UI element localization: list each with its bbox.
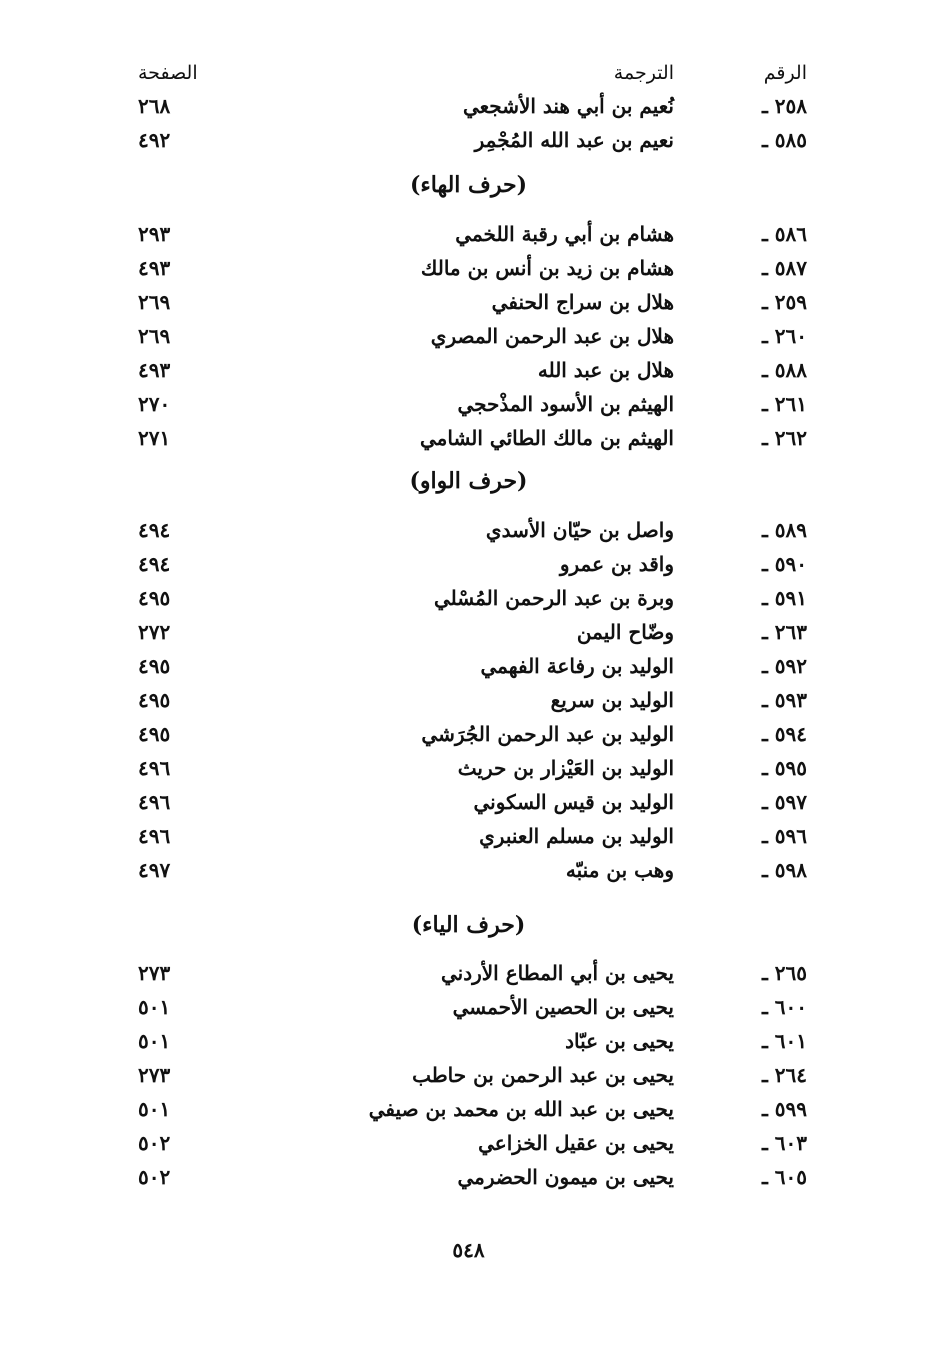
entry-name: يحيى بن عبد الله بن محمد بن صيفي xyxy=(368,1097,674,1121)
entry-number: ٢٦١ ـ xyxy=(761,392,807,416)
entry-page: ٢٩٣ xyxy=(138,222,171,246)
entry-page: ٥٠١ xyxy=(138,1097,171,1121)
entry-page: ٥٠١ xyxy=(138,1029,171,1053)
page-number: ٥٤٨ xyxy=(452,1238,485,1262)
entry-page: ٥٠١ xyxy=(138,995,171,1019)
entry-name: الهيثم بن الأسود المذْحجي xyxy=(457,392,674,416)
entry-name: الوليد بن قيس السكوني xyxy=(473,790,674,814)
entry-page: ٤٩٣ xyxy=(138,256,171,280)
entry-name: يحيى بن عقيل الخزاعي xyxy=(478,1131,674,1155)
entry-page: ٢٧٣ xyxy=(138,1063,171,1087)
entry-number: ٥٩٠ ـ xyxy=(761,552,807,576)
entry-name: هلال بن سراج الحنفي xyxy=(491,290,674,314)
entry-page: ٤٩٥ xyxy=(138,688,171,712)
header-translation: الترجمة xyxy=(613,62,674,84)
header-page: الصفحة xyxy=(138,62,198,84)
entry-name: واصل بن حيّان الأسدي xyxy=(485,518,674,542)
section-title: (حرف الواو) xyxy=(409,468,528,494)
entry-name: يحيى بن ميمون الحضرمي xyxy=(457,1165,674,1189)
entry-page: ٢٧٣ xyxy=(138,961,171,985)
entry-number: ٢٦٥ ـ xyxy=(761,961,807,985)
entry-number: ٢٦٣ ـ xyxy=(761,620,807,644)
entry-page: ٤٩٥ xyxy=(138,722,171,746)
entry-number: ٢٦٤ ـ xyxy=(761,1063,807,1087)
entry-page: ٤٩٦ xyxy=(138,824,171,848)
entry-number: ٥٨٧ ـ xyxy=(761,256,807,280)
entry-name: هلال بن عبد الرحمن المصري xyxy=(430,324,674,348)
entry-number: ٢٥٨ ـ xyxy=(761,94,807,118)
entry-number: ٥٨٩ ـ xyxy=(761,518,807,542)
entry-page: ٤٩٥ xyxy=(138,654,171,678)
entry-number: ٦٠٥ ـ xyxy=(761,1165,807,1189)
entry-number: ٥٩١ ـ xyxy=(761,586,807,610)
entry-number: ٢٦٠ ـ xyxy=(761,324,807,348)
entry-name: الوليد بن العَيْزار بن حريث xyxy=(457,756,674,780)
entry-name: هشام بن أبي رقبة اللخمي xyxy=(455,222,674,246)
entry-name: الوليد بن سريع xyxy=(550,688,674,712)
entry-number: ٦٠٠ ـ xyxy=(761,995,807,1019)
entry-number: ٢٥٩ ـ xyxy=(761,290,807,314)
entry-number: ٥٨٥ ـ xyxy=(761,128,807,152)
entry-number: ٥٩٧ ـ xyxy=(761,790,807,814)
entry-name: الوليد بن مسلم العنبري xyxy=(479,824,674,848)
entry-page: ٤٩٣ xyxy=(138,358,171,382)
entry-number: ٥٩٣ ـ xyxy=(761,688,807,712)
entry-number: ٥٩٢ ـ xyxy=(761,654,807,678)
entry-number: ٥٩٨ ـ xyxy=(761,858,807,882)
entry-name: الهيثم بن مالك الطائي الشامي xyxy=(419,426,674,450)
entry-number: ٢٦٢ ـ xyxy=(761,426,807,450)
entry-page: ٥٠٢ xyxy=(138,1131,171,1155)
entry-page: ٢٧٢ xyxy=(138,620,171,644)
entry-name: يحيى بن عبّاد xyxy=(565,1029,674,1053)
entry-page: ٢٦٨ xyxy=(138,94,171,118)
entry-page: ٢٧١ xyxy=(138,426,171,450)
entry-number: ٦٠٣ ـ xyxy=(761,1131,807,1155)
entry-page: ٤٩٦ xyxy=(138,790,171,814)
entry-number: ٥٨٨ ـ xyxy=(761,358,807,382)
entry-page: ٥٠٢ xyxy=(138,1165,171,1189)
entry-page: ٤٩٧ xyxy=(138,858,171,882)
entry-name: هشام بن زيد بن أنس بن مالك xyxy=(420,256,674,280)
entry-name: نُعيم بن أبي هند الأشجعي xyxy=(462,94,674,118)
entry-page: ٢٦٩ xyxy=(138,290,171,314)
entry-name: يحيى بن أبي المطاع الأردني xyxy=(440,961,674,985)
entry-page: ٤٩٤ xyxy=(138,552,171,576)
entry-number: ٦٠١ ـ xyxy=(761,1029,807,1053)
entry-name: نعيم بن عبد الله المُجْمِر xyxy=(474,128,674,152)
entry-name: هلال بن عبد الله xyxy=(537,358,674,382)
entry-page: ٤٩٦ xyxy=(138,756,171,780)
entry-name: الوليد بن رفاعة الفهمي xyxy=(480,654,674,678)
entry-number: ٥٩٥ ـ xyxy=(761,756,807,780)
entry-name: واقد بن عمرو xyxy=(559,552,674,576)
entry-page: ٤٩٥ xyxy=(138,586,171,610)
entry-number: ٥٩٩ ـ xyxy=(761,1097,807,1121)
header-number: الرقم xyxy=(763,62,807,84)
entry-name: وهب بن منبّه xyxy=(565,858,674,882)
entry-name: يحيى بن عبد الرحمن بن حاطب xyxy=(412,1063,674,1087)
section-title: (حرف الهاء) xyxy=(409,172,528,198)
entry-page: ٢٦٩ xyxy=(138,324,171,348)
entry-name: الوليد بن عبد الرحمن الجُرَشي xyxy=(421,722,674,746)
entry-page: ٤٩٢ xyxy=(138,128,171,152)
entry-page: ٤٩٤ xyxy=(138,518,171,542)
entry-name: وضّاح اليمن xyxy=(576,620,674,644)
entry-number: ٥٨٦ ـ xyxy=(761,222,807,246)
entry-number: ٥٩٦ ـ xyxy=(761,824,807,848)
section-title: (حرف الياء) xyxy=(411,912,526,938)
entry-number: ٥٩٤ ـ xyxy=(761,722,807,746)
entry-name: يحيى بن الحصين الأحمسي xyxy=(452,995,674,1019)
entry-page: ٢٧٠ xyxy=(138,392,171,416)
entry-name: وبرة بن عبد الرحمن المُسْلي xyxy=(433,586,674,610)
